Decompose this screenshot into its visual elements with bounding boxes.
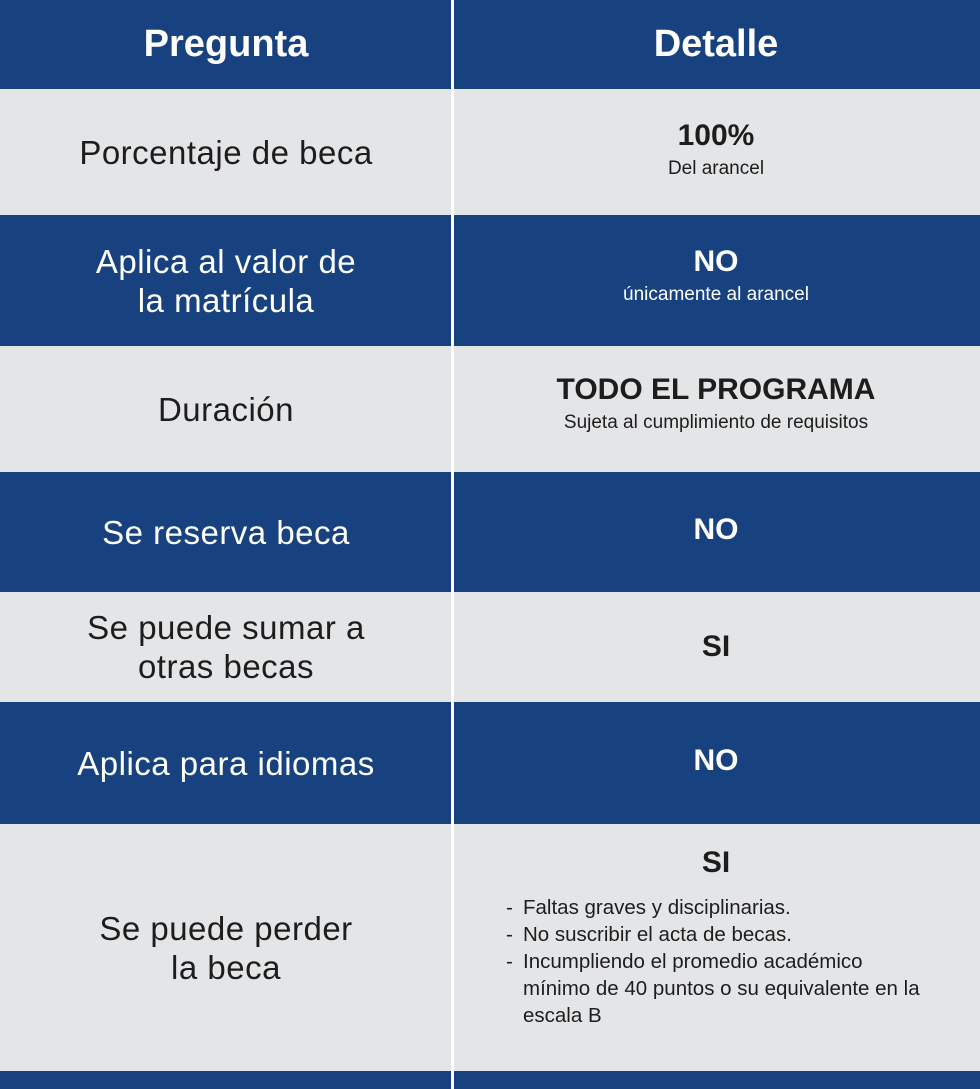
list-item: - Incumpliendo el promedio académico mínimo de 40 puntos o su equivalente en la escala B [506,948,926,1029]
detail-cell [452,702,980,824]
question-text: Duración [157,390,295,428]
header-cell-detail [452,0,980,89]
table-header [0,0,980,89]
table-row [0,592,980,702]
detail-cell [452,592,980,702]
list-item: - No suscribir el acta de becas. [506,921,926,948]
column-divider [451,0,454,1089]
table-row [0,89,980,215]
table-row [0,346,980,472]
detail-answer: TODO EL PROGRAMA [556,373,876,406]
detail-cell [452,824,980,1071]
loss-reasons-list [506,894,926,1029]
detail-answer: NO [693,244,739,278]
detail-note: Del arancel [667,158,765,179]
footer-bar [0,1071,980,1089]
detail-answer: NO [693,744,739,777]
question-cell [0,89,452,215]
table-row [0,215,980,346]
question-text: Se reserva beca [102,513,350,551]
detail-note: únicamente al arancel [623,283,809,305]
question-text: Aplica al valor de la matrícula [95,242,357,319]
question-text: Porcentaje de beca [79,133,373,171]
question-cell [0,346,452,472]
detail-cell [452,346,980,472]
question-text: Aplica para idiomas [77,744,375,782]
table-row [0,702,980,824]
detail-cell [452,215,980,346]
detail-note: Sujeta al cumplimiento de requisitos [563,412,869,433]
detail-answer: NO [693,513,739,546]
detail-cell [452,472,980,592]
question-text: Se puede perder la beca [99,909,353,986]
detail-cell [452,89,980,215]
list-item: - Faltas graves y disciplinarias. [506,894,926,921]
header-detail-label: Detalle [653,23,779,65]
question-cell [0,472,452,592]
question-cell [0,702,452,824]
header-question-label: Pregunta [143,23,309,65]
header-cell-question [0,0,452,89]
question-cell [0,824,452,1071]
detail-answer: SI [701,846,731,879]
question-text: Se puede sumar a otras becas [87,609,365,685]
table-row [0,472,980,592]
question-cell [0,592,452,702]
detail-answer: SI [701,630,731,663]
question-cell [0,215,452,346]
detail-answer: 100% [677,119,755,152]
table-row [0,824,980,1071]
